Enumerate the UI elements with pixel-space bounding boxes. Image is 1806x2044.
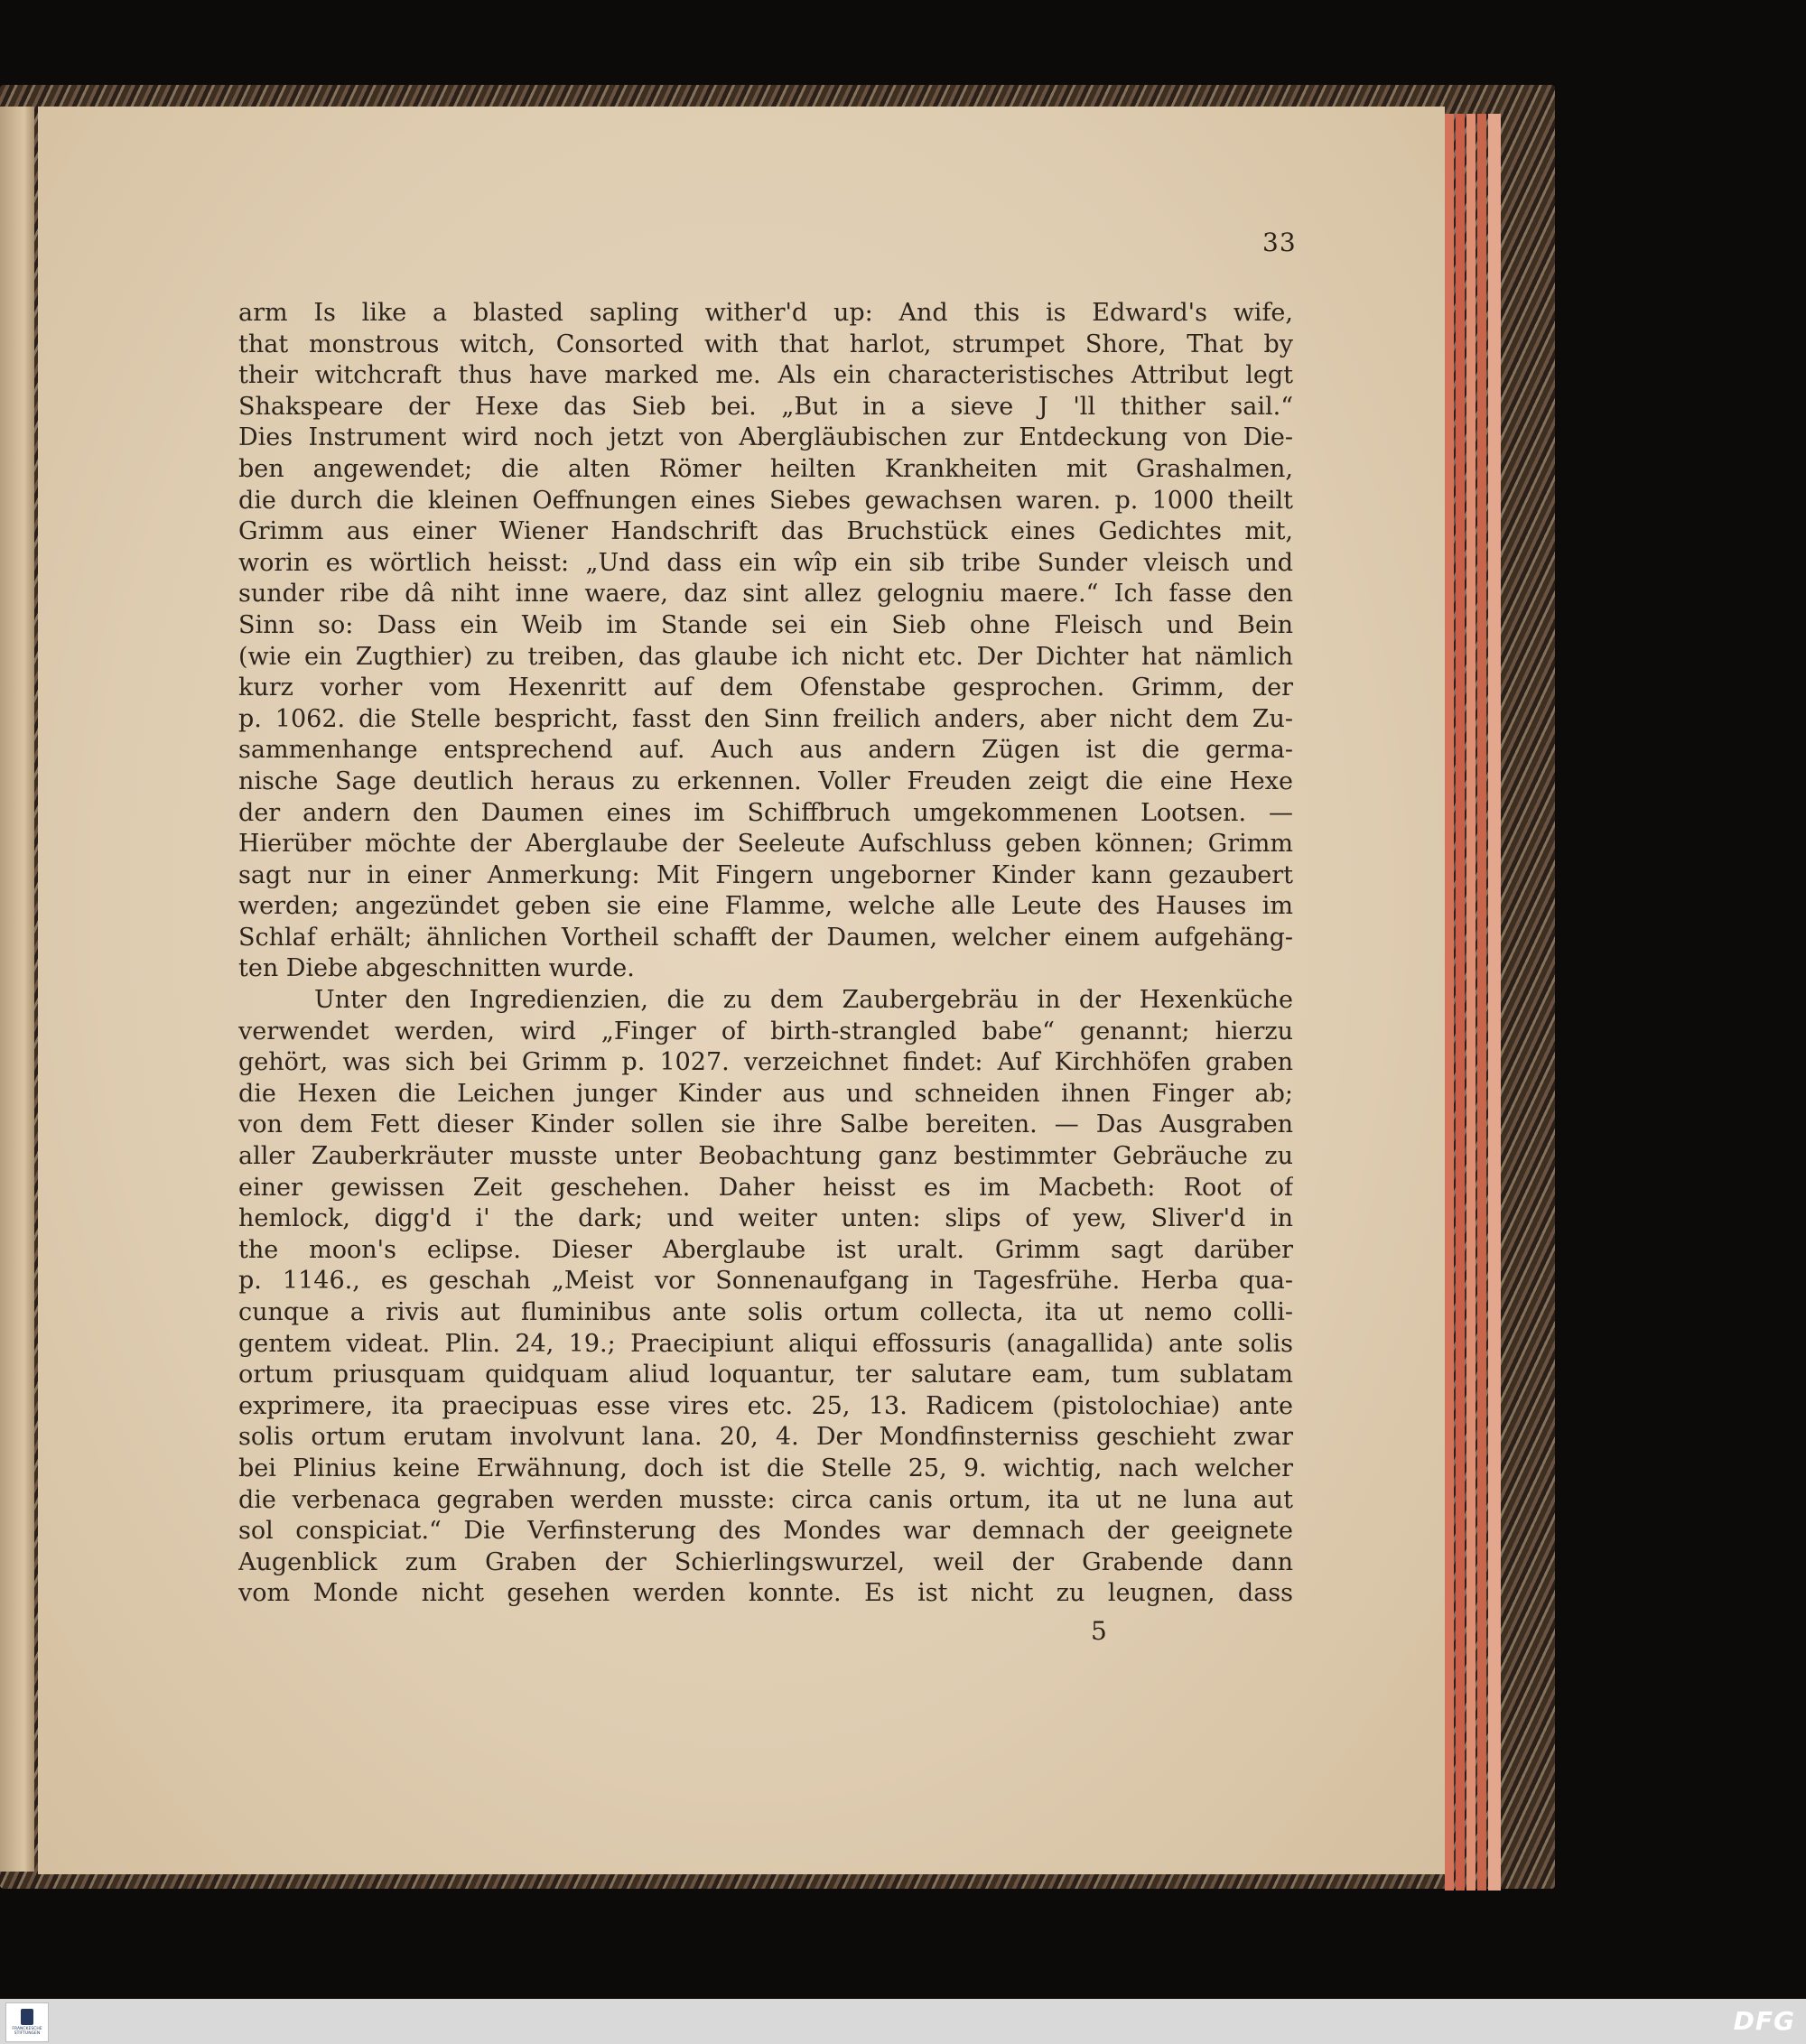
page-edge-strip — [1445, 114, 1454, 1891]
text-line: Unter den Ingredienzien, die zu dem Zaubergebräu in der Hexenküche — [314, 986, 1293, 1015]
text-line: ortum priusquam quidquam aliud loquantur, ter salutare eam, tum sublatam — [238, 1361, 1293, 1389]
text-line: die verbenaca gegraben werden musste: circa canis ortum, ita ut ne luna aut — [238, 1485, 1293, 1514]
text-line: exprimere, ita praecipuas esse vires etc. 25, 13. Radicem (pistolochiae) ante — [238, 1391, 1293, 1420]
text-line: die Hexen die Leichen junger Kinder aus und schneiden ihnen Finger ab; — [238, 1079, 1293, 1108]
text-line: nische Sage deutlich heraus zu erkennen. Voller Freuden zeigt die eine Hexe — [238, 766, 1293, 795]
text-line: p. 1062. die Stelle bespricht, fasst den Sinn freilich anders, aber nicht dem Zu- — [238, 704, 1293, 733]
text-line: kurz vorher vom Hexenritt auf dem Ofenstabe gesprochen. Grimm, der — [238, 674, 1293, 702]
text-line: (wie ein Zugthier) zu treiben, das glaube ich nicht etc. Der Dichter hat nämlich — [238, 642, 1293, 671]
text-line: that monstrous witch, Consorted with that harlot, strumpet Shore, That by — [238, 330, 1293, 358]
text-line: der andern den Daumen eines im Schiffbruch umgekommenen Lootsen. — — [238, 798, 1293, 827]
text-line: Sinn so: Dass ein Weib im Stande sei ein Sieb ohne Fleisch und Bein — [238, 610, 1293, 639]
text-line: Augenblick zum Graben der Schierlingswurzel, weil der Grabende dann — [238, 1547, 1293, 1576]
body-text — [238, 298, 1293, 1610]
viewer-footer — [0, 1999, 1806, 2044]
text-line: ben angewendet; die alten Römer heilten Krankheiten mit Grashalmen, — [238, 454, 1293, 483]
text-line: their witchcraft thus have marked me. Als ein characteristisches Attribut legt — [238, 361, 1293, 390]
text-line: the moon's eclipse. Dieser Aberglaube ist uralt. Grimm sagt darüber — [238, 1235, 1293, 1264]
text-line: verwendet werden, wird „Finger of birth-strangled babe“ genannt; hierzu — [238, 1017, 1293, 1045]
text-line: gentem videat. Plin. 24, 19.; Praecipiunt aliqui effossuris (anagallida) ante solis — [238, 1329, 1293, 1358]
logo-text: FRANCKESCHE STIFTUNGEN — [12, 2027, 42, 2036]
text-line: vom Monde nicht gesehen werden konnte. Es ist nicht zu leugnen, dass — [238, 1579, 1293, 1608]
text-line: einer gewissen Zeit geschehen. Daher heisst es im Macbeth: Root of — [238, 1173, 1293, 1202]
dfg-logo[interactable]: DFG — [1733, 2006, 1795, 2036]
text-line: Grimm aus einer Wiener Handschrift das Bruchstück eines Gedichtes mit, — [238, 517, 1293, 546]
page-edge-strip — [1466, 114, 1476, 1891]
text-line: ten Diebe abgeschnitten wurde. — [238, 954, 635, 983]
text-line: Dies Instrument wird noch jetzt von Abergläubischen zur Entdeckung von Die- — [238, 423, 1293, 452]
text-line: von dem Fett dieser Kinder sollen sie ihre Salbe bereiten. — Das Ausgraben — [238, 1110, 1293, 1139]
emblem-icon — [21, 2009, 33, 2025]
institution-logo[interactable] — [5, 2002, 49, 2042]
text-line: gehört, was sich bei Grimm p. 1027. verzeichnet findet: Auf Kirchhöfen graben — [238, 1048, 1293, 1077]
page-edge-strip — [1477, 114, 1486, 1891]
text-line: die durch die kleinen Oeffnungen eines Siebes gewachsen waren. p. 1000 theilt — [238, 486, 1293, 515]
text-line: arm Is like a blasted sapling wither'd up: And this is Edward's wife, — [238, 299, 1293, 327]
text-line: bei Plinius keine Erwähnung, doch ist die Stelle 25, 9. wichtig, nach welcher — [238, 1454, 1293, 1482]
page-edge-strip — [1488, 114, 1501, 1891]
page-edge-strip — [1456, 114, 1465, 1891]
text-line: Schlaf erhält; ähnlichen Vortheil schafft der Daumen, welcher einem aufgehäng- — [238, 923, 1293, 952]
facing-page-edge — [0, 107, 34, 1872]
text-line: aller Zauberkräuter musste unter Beobachtung ganz bestimmter Gebräuche zu — [238, 1142, 1293, 1171]
text-line: werden; angezündet geben sie eine Flamme, welche alle Leute des Hauses im — [238, 892, 1293, 921]
text-line: Hierüber möchte der Aberglaube der Seeleute Aufschluss geben können; Grimm — [238, 830, 1293, 859]
text-line: cunque a rivis aut fluminibus ante solis ortum collecta, ita ut nemo colli- — [238, 1298, 1293, 1326]
text-line: solis ortum erutam involvunt lana. 20, 4. Der Mondfinsterniss geschieht zwar — [238, 1423, 1293, 1452]
signature-mark: 5 — [1091, 1616, 1107, 1646]
text-line: sunder ribe dâ niht inne waere, daz sint allez gelogniu maere.“ Ich fasse den — [238, 580, 1293, 609]
page-number: 33 — [1262, 228, 1297, 257]
text-line: sagt nur in einer Anmerkung: Mit Fingern ungeborner Kinder kann gezaubert — [238, 860, 1293, 889]
text-line: sol conspiciat.“ Die Verfinsterung des Mondes war demnach der geeignete — [238, 1517, 1293, 1546]
text-line: sammenhange entsprechend auf. Auch aus andern Zügen ist die germa- — [238, 736, 1293, 765]
text-line: p. 1146., es geschah „Meist vor Sonnenaufgang in Tagesfrühe. Herba qua- — [238, 1267, 1293, 1296]
text-line: hemlock, digg'd i' the dark; und weiter unten: slips of yew, Sliver'd in — [238, 1204, 1293, 1233]
text-line: worin es wörtlich heisst: „Und dass ein wîp ein sib tribe Sunder vleisch und — [238, 548, 1293, 577]
text-line: Shakspeare der Hexe das Sieb bei. „But in a sieve J 'll thither sail.“ — [238, 392, 1293, 421]
